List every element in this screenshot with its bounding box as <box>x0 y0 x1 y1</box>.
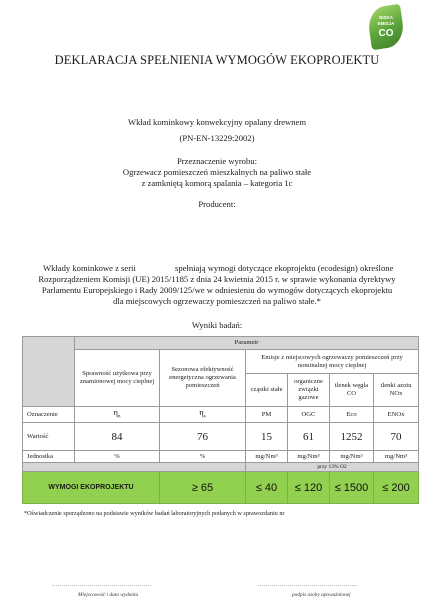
badge-line3: CO <box>378 28 394 39</box>
table-corner <box>23 337 75 407</box>
val-pm: 15 <box>246 423 288 451</box>
leaf-icon <box>366 4 406 50</box>
signature-line-right: .................................................. <box>258 582 358 588</box>
req-ogc: ≤ 120 <box>288 472 330 504</box>
purpose-line2: z zamkniętą komorą spalania – kategoria 1c <box>141 178 293 188</box>
unit-ogc: mg/Nm³ <box>288 451 330 463</box>
sub-pm: cząstki stałe <box>246 374 288 407</box>
product-name: Wkład kominkowy konwekcyjny opalany drewnem <box>127 117 307 127</box>
unit-efficiency: % <box>75 451 160 463</box>
param-header: Parametr <box>75 337 419 350</box>
statement-line1-b: spełniają wymogi dotyczące ekoprojektu (ecodesign) określone <box>175 263 394 273</box>
producer-label: Producent: <box>198 199 236 209</box>
document-title: DEKLARACJA SPEŁNIENIA WYMOGÓW EKOPROJEKTU <box>54 53 380 67</box>
sym-nox: ENOx <box>374 407 419 423</box>
eta-sub-s: s <box>203 414 206 420</box>
eta-symbol: η <box>199 406 204 417</box>
results-table <box>22 336 419 504</box>
val-ogc: 61 <box>288 423 330 451</box>
eta-sub-n: n <box>117 414 121 420</box>
badge-line1: NISKA <box>378 15 393 20</box>
sym-efficiency <box>75 407 160 423</box>
o2-note: przy 13% O2 <box>246 463 419 472</box>
o2-note-spacer <box>23 463 246 472</box>
purpose-heading: Przeznaczenie wyrobu: <box>177 156 257 166</box>
req-pm: ≤ 40 <box>246 472 288 504</box>
unit-seasonal: % <box>160 451 246 463</box>
results-heading: Wyniki badań: <box>191 320 243 330</box>
unit-pm: mg/Nm³ <box>246 451 288 463</box>
statement-line2: Rozporządzeniem Komisji (UE) 2015/1185 z dnia 24 kwietnia 2015 r. w sprawie wykonania dyrektywy <box>38 274 396 284</box>
signature-line-left: .................................................. <box>52 582 152 588</box>
col-efficiency: Sprawność użytkowa przy znamionowej mocy cieplnej <box>75 350 160 407</box>
sym-co: Eco <box>330 407 374 423</box>
badge-line2: EMISJA <box>377 21 395 26</box>
unit-nox: mg/Nm³ <box>374 451 419 463</box>
req-co: ≤ 1500 <box>330 472 374 504</box>
row-symbol-label: Oznaczenie <box>23 407 75 423</box>
signature-label-left: Miejscowość i data wydania <box>78 592 139 598</box>
statement-line3: Parlamentu Europejskiego i Rady 2009/125/we w odniesieniu do wymogów dotyczących ekoprojektu <box>41 285 393 295</box>
product-standard: (PN-EN-13229:2002) <box>179 133 255 143</box>
sub-nox: tlenki azotu NOx <box>374 374 419 407</box>
col-emissions: Emisje z miejscowych ogrzewaczy pomieszczeń przy nominalnej mocy cieplnej <box>246 350 419 374</box>
requirements-label: WYMOGI EKOPROJEKTU <box>23 472 160 504</box>
sym-seasonal <box>160 407 246 423</box>
sub-co: tlenek węgla CO <box>330 374 374 407</box>
row-value-label: Wartość <box>23 423 75 451</box>
val-nox: 70 <box>374 423 419 451</box>
val-efficiency: 84 <box>75 423 160 451</box>
req-seasonal: ≥ 65 <box>160 472 246 504</box>
sym-ogc: OGC <box>288 407 330 423</box>
signature-label-right: podpis osoby upoważnionej <box>292 592 351 598</box>
statement-line1-a: Wkłady kominkowe z serii <box>43 263 136 273</box>
req-nox: ≤ 200 <box>374 472 419 504</box>
purpose-line1: Ogrzewacz pomieszczeń mieszkalnych na paliwo stałe <box>122 167 312 177</box>
footnote: *Oświadczenie sporządzono na podstawie wyników badań laboratoryjnych podanych w sprawozdaniu nr <box>24 510 285 517</box>
statement-line4: dla miejscowych ogrzewaczy pomieszczeń na paliwo stałe.* <box>113 296 321 306</box>
col-seasonal: Sezonowa efektywność energetyczna ogrzewania pomieszczeń <box>160 350 246 407</box>
unit-co: mg/Nm³ <box>330 451 374 463</box>
eta-symbol: η <box>113 406 118 417</box>
row-unit-label: Jednostka <box>23 451 75 463</box>
eco-badge-logo <box>366 6 406 50</box>
val-co: 1252 <box>330 423 374 451</box>
sub-ogc: organiczne związki gazowe <box>288 374 330 407</box>
sym-pm: PM <box>246 407 288 423</box>
val-seasonal: 76 <box>160 423 246 451</box>
